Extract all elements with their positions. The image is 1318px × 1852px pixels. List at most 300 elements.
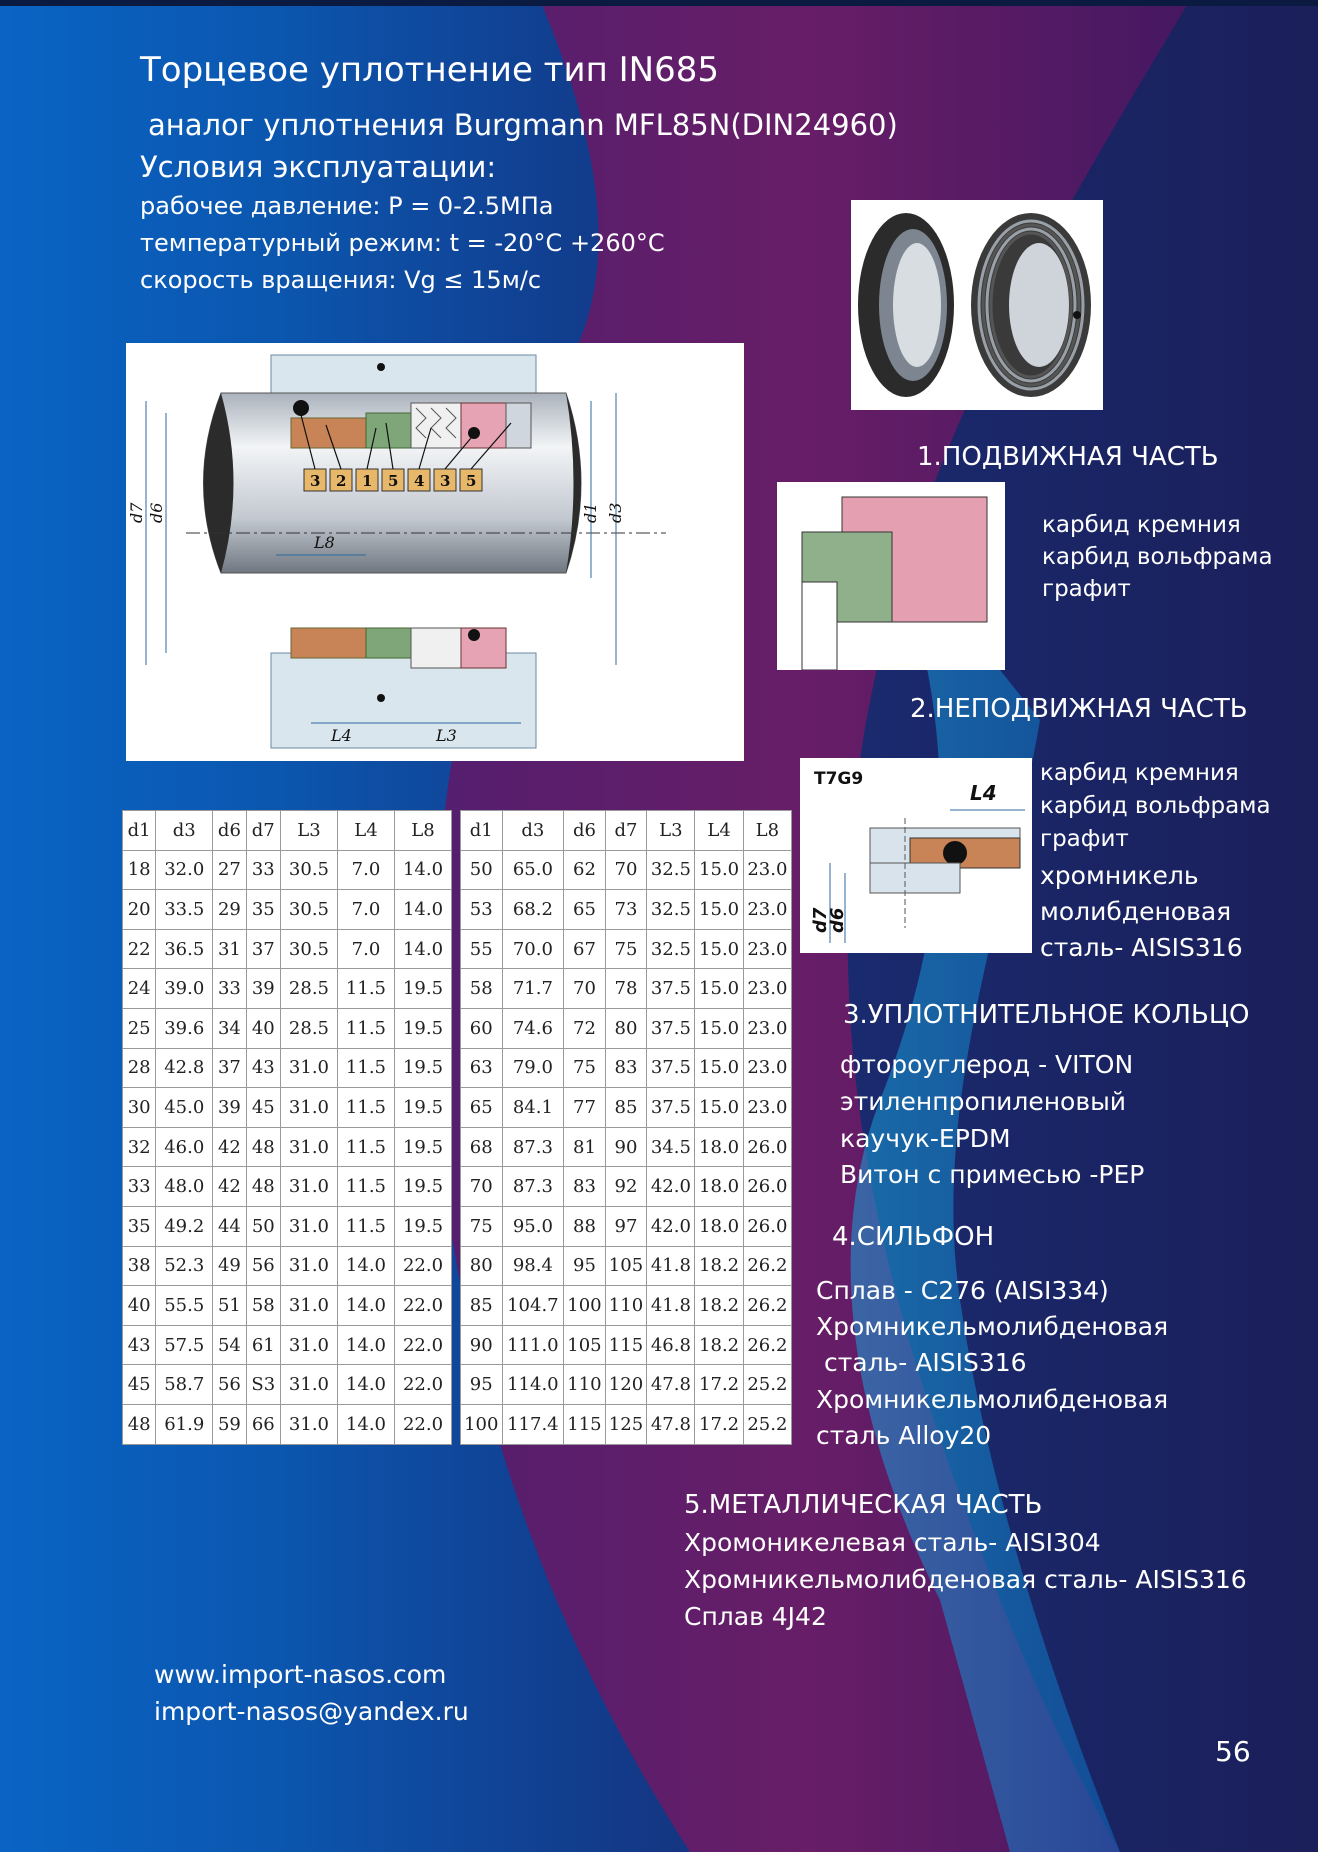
table-row: [123, 1206, 452, 1246]
bellows-material-5: сталь Alloy20: [816, 1421, 992, 1450]
table-cell: 23.0: [743, 1008, 791, 1048]
table-cell: 95: [461, 1365, 503, 1405]
bellows-material-2: Хромникельмолибденовая: [816, 1312, 1169, 1341]
table-cell: 56: [213, 1365, 246, 1405]
table-cell: 45: [246, 1088, 280, 1128]
table-cell: 46.8: [647, 1325, 695, 1365]
table-cell: 45.0: [156, 1088, 213, 1128]
table-cell: 30.5: [280, 929, 337, 969]
table-cell: 63: [461, 1048, 503, 1088]
table-cell: 26.0: [743, 1167, 791, 1207]
table-cell: 87.3: [502, 1167, 564, 1207]
table-cell: 37.5: [647, 969, 695, 1009]
table-cell: 65.0: [502, 850, 564, 890]
table-cell: 31.0: [280, 1206, 337, 1246]
table-cell: 110: [564, 1365, 606, 1405]
product-photo: [851, 200, 1103, 410]
table-cell: 23.0: [743, 929, 791, 969]
table-cell: 31.0: [280, 1167, 337, 1207]
table-cell: 105: [605, 1246, 647, 1286]
table-cell: 75: [461, 1206, 503, 1246]
table-cell: 54: [213, 1325, 246, 1365]
callout-3: 1: [362, 472, 373, 490]
table-cell: 70: [605, 850, 647, 890]
stationary-material-3: графит: [1040, 826, 1129, 852]
table-cell: 83: [605, 1048, 647, 1088]
table-cell: 26.0: [743, 1127, 791, 1167]
dim-d3: d3: [606, 502, 625, 523]
stationary-part-drawing: [800, 758, 1032, 953]
table-cell: 15.0: [695, 929, 743, 969]
table-cell: 32.5: [647, 929, 695, 969]
table-cell: 47.8: [647, 1404, 695, 1444]
table-cell: 25.2: [743, 1365, 791, 1405]
table-cell: 32.0: [156, 850, 213, 890]
table-row: [123, 1167, 452, 1207]
table-cell: 31.0: [280, 1088, 337, 1128]
table-cell: 15.0: [695, 850, 743, 890]
table-cell: 25: [123, 1008, 156, 1048]
table-row: [461, 1167, 792, 1207]
table-cell: 18: [123, 850, 156, 890]
table-cell: 88: [564, 1206, 606, 1246]
table-cell: 30.5: [280, 850, 337, 890]
table-cell: 18.0: [695, 1206, 743, 1246]
table-cell: 105: [564, 1325, 606, 1365]
table-cell: 41.8: [647, 1246, 695, 1286]
stationary-part-image: [800, 758, 1032, 953]
table-row: [461, 1246, 792, 1286]
table-cell: 85: [461, 1286, 503, 1326]
table-cell: 28: [123, 1048, 156, 1088]
website-link[interactable]: www.import-nasos.com: [154, 1660, 447, 1689]
drawing-code: T7G9: [814, 769, 864, 789]
table-cell: 23.0: [743, 1088, 791, 1128]
table-cell: 22.0: [394, 1325, 451, 1365]
table-cell: 65: [564, 890, 606, 930]
table-cell: 75: [564, 1048, 606, 1088]
table-cell: 60: [461, 1008, 503, 1048]
column-header: L8: [394, 811, 451, 851]
table-cell: 11.5: [337, 969, 394, 1009]
table-row: [123, 1365, 452, 1405]
table-cell: 31.0: [280, 1246, 337, 1286]
table-cell: 117.4: [502, 1404, 564, 1444]
table-row: [461, 1365, 792, 1405]
table-cell: 55.5: [156, 1286, 213, 1326]
table-cell: 35: [246, 890, 280, 930]
table-cell: 14.0: [394, 850, 451, 890]
table-cell: 114.0: [502, 1365, 564, 1405]
table-row: [461, 929, 792, 969]
dim-d6: d6: [147, 502, 166, 523]
table-cell: 80: [605, 1008, 647, 1048]
table-cell: 48: [246, 1167, 280, 1207]
column-header: d7: [246, 811, 280, 851]
table-cell: 14.0: [337, 1246, 394, 1286]
table-cell: 120: [605, 1365, 647, 1405]
table-cell: 32.5: [647, 850, 695, 890]
table-cell: 28.5: [280, 1008, 337, 1048]
table-cell: 80: [461, 1246, 503, 1286]
table-cell: 90: [461, 1325, 503, 1365]
table-cell: 35: [123, 1206, 156, 1246]
table-cell: 37.5: [647, 1048, 695, 1088]
section-title-bellows: 4.СИЛЬФОН: [832, 1222, 995, 1252]
table-cell: 26.2: [743, 1246, 791, 1286]
dim-l3: L3: [436, 726, 457, 745]
table-cell: 68.2: [502, 890, 564, 930]
dim-d1: d1: [581, 502, 600, 523]
table-cell: 14.0: [394, 890, 451, 930]
stationary-material-2: карбид вольфрама: [1040, 793, 1271, 819]
table-row: [123, 850, 452, 890]
table-cell: 14.0: [337, 1325, 394, 1365]
table-cell: 115: [605, 1325, 647, 1365]
table-cell: 52.3: [156, 1246, 213, 1286]
table-cell: 92: [605, 1167, 647, 1207]
table-cell: 45: [123, 1365, 156, 1405]
table-cell: 27: [213, 850, 246, 890]
table-cell: 22: [123, 929, 156, 969]
metal-material-1: Хромоникелевая сталь- AISI304: [684, 1528, 1101, 1557]
table-cell: 55: [461, 929, 503, 969]
table-cell: 46.0: [156, 1127, 213, 1167]
column-header: d7: [605, 811, 647, 851]
oring-material-4: Витон с примесью -PEP: [840, 1160, 1145, 1189]
table-cell: 15.0: [695, 1048, 743, 1088]
table-cell: 37.5: [647, 1088, 695, 1128]
callout-7: 5: [466, 472, 477, 490]
table-cell: 37.5: [647, 1008, 695, 1048]
table-cell: 74.6: [502, 1008, 564, 1048]
email-link[interactable]: import-nasos@yandex.ru: [154, 1697, 469, 1726]
condition-temperature: температурный режим: t = -20°C +260°C: [140, 229, 665, 257]
table-cell: 38: [123, 1246, 156, 1286]
table-cell: 22.0: [394, 1404, 451, 1444]
stationary-material-5: молибденовая: [1040, 897, 1232, 926]
callout-4: 5: [388, 472, 399, 490]
stationary-dim-d6: d6: [827, 907, 848, 933]
table-row: [461, 1206, 792, 1246]
table-cell: 19.5: [394, 969, 451, 1009]
table-cell: 11.5: [337, 1167, 394, 1207]
metal-material-3: Сплав 4J42: [684, 1602, 827, 1631]
main-drawing-panel: [126, 343, 744, 761]
callout-2: 2: [336, 472, 347, 490]
metal-material-2: Хромникельмолибденовая сталь- AISIS316: [684, 1565, 1247, 1594]
table-cell: 56: [246, 1246, 280, 1286]
table-cell: 33: [246, 850, 280, 890]
table-row: [123, 1246, 452, 1286]
callout-6: 3: [440, 472, 451, 490]
page-number: 56: [1215, 1735, 1251, 1768]
table-cell: 15.0: [695, 1008, 743, 1048]
table-cell: 70: [564, 969, 606, 1009]
seal-cross-section: [126, 343, 744, 761]
stationary-dim-l4: L4: [970, 781, 997, 805]
table-cell: 19.5: [394, 1167, 451, 1207]
table-cell: 22.0: [394, 1365, 451, 1405]
table-cell: 95.0: [502, 1206, 564, 1246]
column-header: L3: [280, 811, 337, 851]
table-row: [123, 1008, 452, 1048]
table-cell: 73: [605, 890, 647, 930]
table-cell: 40: [123, 1286, 156, 1326]
table-row: [461, 1088, 792, 1128]
table-cell: 14.0: [337, 1404, 394, 1444]
table-row: [123, 890, 452, 930]
table-cell: 11.5: [337, 1088, 394, 1128]
table-cell: 84.1: [502, 1088, 564, 1128]
table-cell: 71.7: [502, 969, 564, 1009]
table-cell: 11.5: [337, 1008, 394, 1048]
table-cell: 42.8: [156, 1048, 213, 1088]
table-cell: 50: [246, 1206, 280, 1246]
table-cell: 42.0: [647, 1167, 695, 1207]
table-cell: 75: [605, 929, 647, 969]
table-cell: 37: [246, 929, 280, 969]
table-cell: 62: [564, 850, 606, 890]
table-row: [461, 1008, 792, 1048]
column-header: L4: [695, 811, 743, 851]
dimensions-table-left: [122, 810, 452, 1445]
table-row: [123, 1286, 452, 1326]
seal-photo-image: [851, 200, 1103, 410]
table-cell: 17.2: [695, 1365, 743, 1405]
table-cell: 32.5: [647, 890, 695, 930]
table-cell: 14.0: [394, 929, 451, 969]
table-cell: 49: [213, 1246, 246, 1286]
oring-material-2: этиленпропиленовый: [840, 1087, 1127, 1116]
table-cell: 31.0: [280, 1286, 337, 1326]
table-row: [461, 1286, 792, 1326]
table-row: [123, 969, 452, 1009]
table-cell: 87.3: [502, 1127, 564, 1167]
table-cell: 31: [213, 929, 246, 969]
table-cell: 115: [564, 1404, 606, 1444]
table-cell: 72: [564, 1008, 606, 1048]
column-header: d1: [461, 811, 503, 851]
table-cell: 22.0: [394, 1286, 451, 1326]
table-cell: 28.5: [280, 969, 337, 1009]
table-cell: 19.5: [394, 1206, 451, 1246]
table-cell: 125: [605, 1404, 647, 1444]
table-cell: 36.5: [156, 929, 213, 969]
column-header: d6: [213, 811, 246, 851]
table-cell: 39: [213, 1088, 246, 1128]
table-cell: 33: [123, 1167, 156, 1207]
table-row: [461, 969, 792, 1009]
table-row: [461, 1404, 792, 1444]
moving-material-2: карбид вольфрама: [1042, 544, 1273, 570]
table-cell: 19.5: [394, 1008, 451, 1048]
table-cell: 68: [461, 1127, 503, 1167]
table-cell: 19.5: [394, 1048, 451, 1088]
analog-subtitle: аналог уплотнения Burgmann MFL85N(DIN24960): [148, 108, 898, 142]
table-cell: 23.0: [743, 850, 791, 890]
table-cell: 90: [605, 1127, 647, 1167]
table-row: [123, 1048, 452, 1088]
condition-speed: скорость вращения: Vg ≤ 15м/с: [140, 266, 542, 294]
table-cell: 39: [246, 969, 280, 1009]
table-cell: 18.2: [695, 1246, 743, 1286]
table-row: [461, 1127, 792, 1167]
table-cell: 20: [123, 890, 156, 930]
table-cell: 77: [564, 1088, 606, 1128]
table-cell: 34.5: [647, 1127, 695, 1167]
table-cell: 100: [564, 1286, 606, 1326]
stationary-material-1: карбид кремния: [1040, 760, 1239, 786]
table-cell: 85: [605, 1088, 647, 1128]
table-cell: 61: [246, 1325, 280, 1365]
table-cell: 34: [213, 1008, 246, 1048]
table-cell: S3: [246, 1365, 280, 1405]
table-cell: 18.2: [695, 1286, 743, 1326]
table-cell: 98.4: [502, 1246, 564, 1286]
oring-material-1: фтороуглерод - VITON: [840, 1050, 1134, 1079]
table-cell: 42: [213, 1127, 246, 1167]
moving-material-3: графит: [1042, 576, 1131, 602]
column-header: L8: [743, 811, 791, 851]
table-cell: 11.5: [337, 1048, 394, 1088]
table-header-row: [123, 811, 452, 851]
column-header: L4: [337, 811, 394, 851]
page-title: Торцевое уплотнение тип IN685: [140, 50, 719, 90]
section-title-oring: 3.УПЛОТНИТЕЛЬНОЕ КОЛЬЦО: [843, 1000, 1250, 1030]
table-cell: 47.8: [647, 1365, 695, 1405]
column-header: d3: [156, 811, 213, 851]
table-cell: 58.7: [156, 1365, 213, 1405]
table-cell: 70: [461, 1167, 503, 1207]
table-cell: 32: [123, 1127, 156, 1167]
table-cell: 15.0: [695, 890, 743, 930]
table-cell: 18.2: [695, 1325, 743, 1365]
table-row: [123, 1325, 452, 1365]
section-title-stationary: 2.НЕПОДВИЖНАЯ ЧАСТЬ: [910, 694, 1248, 724]
dim-l4: L4: [331, 726, 352, 745]
table-cell: 26.2: [743, 1325, 791, 1365]
table-cell: 104.7: [502, 1286, 564, 1326]
table-cell: 19.5: [394, 1088, 451, 1128]
table-cell: 22.0: [394, 1246, 451, 1286]
conditions-title: Условия эксплуатации:: [140, 150, 497, 184]
table-cell: 31.0: [280, 1404, 337, 1444]
table-cell: 111.0: [502, 1325, 564, 1365]
table-cell: 48: [123, 1404, 156, 1444]
table-cell: 39.6: [156, 1008, 213, 1048]
table-cell: 39.0: [156, 969, 213, 1009]
table-cell: 51: [213, 1286, 246, 1326]
moving-part-image: [777, 482, 1005, 670]
table-cell: 43: [123, 1325, 156, 1365]
table-cell: 15.0: [695, 969, 743, 1009]
table-cell: 31.0: [280, 1048, 337, 1088]
table-cell: 18.0: [695, 1167, 743, 1207]
table-row: [461, 850, 792, 890]
column-header: d3: [502, 811, 564, 851]
table-row: [123, 1127, 452, 1167]
table-cell: 61.9: [156, 1404, 213, 1444]
table-cell: 53: [461, 890, 503, 930]
table-cell: 24: [123, 969, 156, 1009]
table-cell: 11.5: [337, 1206, 394, 1246]
table-cell: 97: [605, 1206, 647, 1246]
table-cell: 33: [213, 969, 246, 1009]
table-cell: 67: [564, 929, 606, 969]
table-cell: 42.0: [647, 1206, 695, 1246]
table-cell: 33.5: [156, 890, 213, 930]
table-row: [123, 1404, 452, 1444]
table-cell: 100: [461, 1404, 503, 1444]
bellows-material-4: Хромникельмолибденовая: [816, 1385, 1169, 1414]
table-cell: 7.0: [337, 890, 394, 930]
table-cell: 81: [564, 1127, 606, 1167]
moving-material-1: карбид кремния: [1042, 512, 1241, 538]
table-row: [461, 1325, 792, 1365]
table-cell: 83: [564, 1167, 606, 1207]
table-cell: 23.0: [743, 1048, 791, 1088]
table-cell: 37: [213, 1048, 246, 1088]
table-cell: 23.0: [743, 969, 791, 1009]
bellows-material-3: сталь- AISIS316: [816, 1348, 1027, 1377]
section-title-metal: 5.МЕТАЛЛИЧЕСКАЯ ЧАСТЬ: [684, 1490, 1043, 1520]
table-cell: 29: [213, 890, 246, 930]
callout-group: [304, 469, 482, 491]
table-cell: 26.2: [743, 1286, 791, 1326]
table-cell: 15.0: [695, 1088, 743, 1128]
table-header-row: [461, 811, 792, 851]
table-row: [123, 1088, 452, 1128]
dim-d7: d7: [127, 502, 146, 523]
table-cell: 43: [246, 1048, 280, 1088]
table-cell: 23.0: [743, 890, 791, 930]
oring-material-3: каучук-EPDM: [840, 1124, 1011, 1153]
table-cell: 95: [564, 1246, 606, 1286]
table-cell: 31.0: [280, 1127, 337, 1167]
callout-1: 3: [310, 472, 321, 490]
stationary-material-6: сталь- AISIS316: [1040, 933, 1243, 962]
dimensions-table-right: [460, 810, 792, 1445]
table-row: [123, 929, 452, 969]
table-cell: 14.0: [337, 1286, 394, 1326]
table-cell: 50: [461, 850, 503, 890]
table-cell: 41.8: [647, 1286, 695, 1326]
column-header: L3: [647, 811, 695, 851]
section-title-moving: 1.ПОДВИЖНАЯ ЧАСТЬ: [917, 442, 1219, 472]
table-cell: 57.5: [156, 1325, 213, 1365]
table-cell: 31.0: [280, 1365, 337, 1405]
table-row: [461, 1048, 792, 1088]
table-cell: 18.0: [695, 1127, 743, 1167]
table-cell: 26.0: [743, 1206, 791, 1246]
column-header: d1: [123, 811, 156, 851]
table-cell: 66: [246, 1404, 280, 1444]
table-cell: 58: [461, 969, 503, 1009]
table-cell: 44: [213, 1206, 246, 1246]
table-cell: 79.0: [502, 1048, 564, 1088]
table-cell: 59: [213, 1404, 246, 1444]
table-cell: 17.2: [695, 1404, 743, 1444]
dim-l8: L8: [314, 533, 335, 552]
table-cell: 30: [123, 1088, 156, 1128]
table-cell: 31.0: [280, 1325, 337, 1365]
table-cell: 78: [605, 969, 647, 1009]
table-cell: 110: [605, 1286, 647, 1326]
table-cell: 58: [246, 1286, 280, 1326]
table-cell: 7.0: [337, 929, 394, 969]
callout-5: 4: [414, 472, 425, 490]
